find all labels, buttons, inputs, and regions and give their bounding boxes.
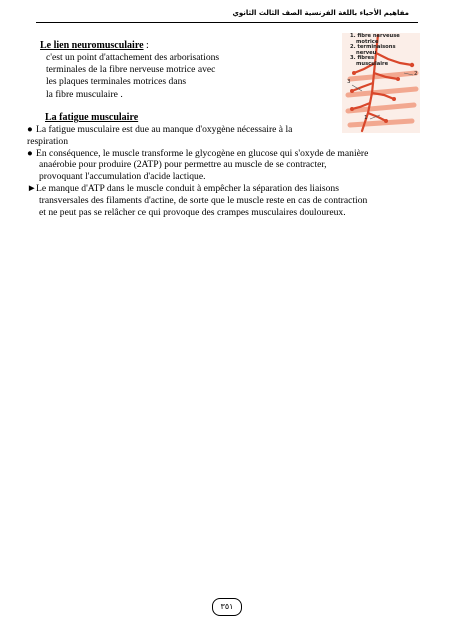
bullet-icon: ● bbox=[27, 147, 33, 159]
text-line: terminales de la fibre nerveuse motrice avec bbox=[46, 64, 216, 76]
section-body-fatigue bbox=[27, 124, 397, 218]
page-number: ٣٥١ bbox=[212, 598, 242, 616]
neuromuscular-figure bbox=[342, 33, 420, 133]
legend-line: musculaire bbox=[356, 60, 389, 67]
header-title: مفاهيم الأحياء باللغة الفرنسية الصف الثالث الثانوي bbox=[232, 9, 409, 17]
legend-line: 3. fibres bbox=[350, 55, 375, 62]
section-body-neuromuscular bbox=[42, 52, 282, 101]
heading-suffix: : bbox=[143, 40, 149, 51]
text-line: En conséquence, le muscle transforme le glycogène en glucose qui s'oxyde de manière bbox=[36, 147, 369, 159]
text-line: La fatigue musculaire est due au manque d'oxygène nécessaire à la bbox=[36, 124, 293, 135]
heading-text: Le lien neuromusculaire bbox=[40, 40, 144, 51]
header-rule bbox=[36, 22, 418, 23]
text-line: anaérobie pour produire (2ATP) pour permettre au muscle de se contracter, bbox=[39, 159, 327, 171]
legend-line: motrice bbox=[356, 38, 379, 45]
section-heading-neuromuscular bbox=[40, 40, 149, 51]
figure-legend bbox=[350, 34, 400, 68]
figure-number-label: 1 bbox=[364, 115, 368, 121]
text-line: provoquant l'accumulation d'acide lactique. bbox=[39, 171, 206, 183]
bullet-line bbox=[27, 124, 397, 136]
bullet-line bbox=[27, 148, 397, 160]
figure-number-label: 2 bbox=[414, 71, 418, 77]
legend-line: 2. terminaisons bbox=[350, 44, 396, 51]
legend-line: 1. fibre nerveuse bbox=[350, 33, 400, 39]
figure-number-label: 3 bbox=[347, 79, 351, 85]
text-line: et ne peut pas se relâcher ce qui provoque des crampes musculaires douloureux. bbox=[39, 206, 346, 218]
text-line: c'est un point d'attachement des arborisations bbox=[46, 52, 220, 63]
arrow-line bbox=[27, 183, 397, 195]
bullet-icon: ● bbox=[27, 124, 33, 135]
section-heading-fatigue: La fatigue musculaire bbox=[45, 112, 139, 123]
text-line: les plaques terminales motrices dans bbox=[46, 76, 187, 88]
text-line: respiration bbox=[27, 135, 69, 147]
text-line: la fibre musculaire . bbox=[46, 88, 123, 100]
text-line: Le manque d'ATP dans le muscle conduit à empêcher la séparation des liaisons bbox=[36, 182, 339, 194]
legend-line: nerveu bbox=[356, 49, 377, 56]
arrow-right-icon: ► bbox=[27, 182, 37, 194]
text-line: transversales des filaments d'actine, de sorte que le muscle reste en cas de contraction bbox=[39, 194, 368, 206]
